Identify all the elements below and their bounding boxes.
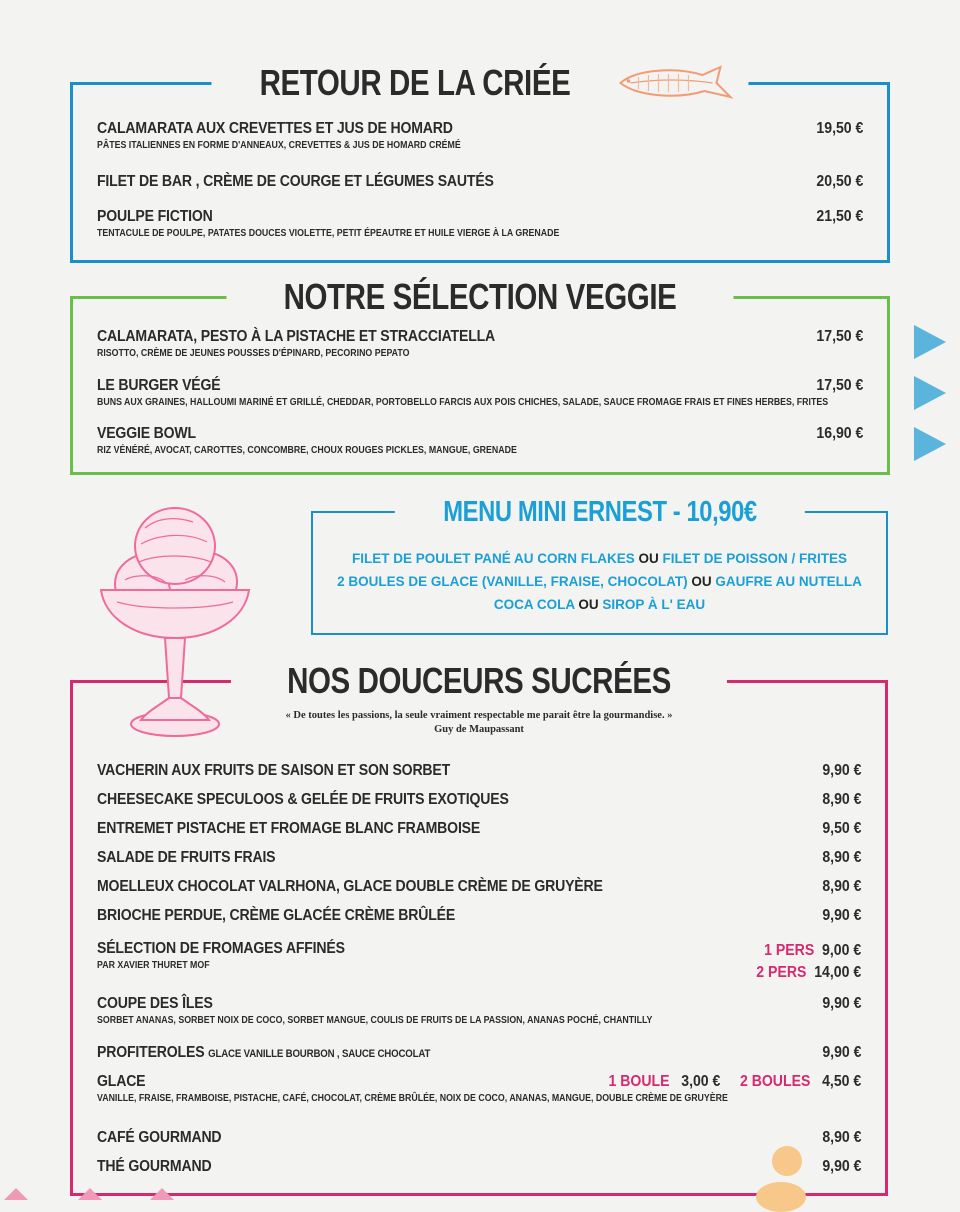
mini-line [313,570,886,593]
item-price: 9,90 € [821,907,861,924]
item-desc: VANILLE, FRAISE, FRAMBOISE, PISTACHE, CAFÉ, CHOCOLAT, CRÈME BRÛLÉE, NOIX DE COCO, ANANAS, MANGUE, DOUBLE CRÈME DE GRUYÈRE [97,1093,728,1104]
criee-title-wrap [211,63,748,103]
item-name: SÉLECTION DE FROMAGES AFFINÉS [97,940,345,957]
item-price: 8,90 € [821,1129,861,1146]
item-desc: PÂTES ITALIENNES EN FORME D'ANNEAUX, CREVETTES & JUS DE HOMARD CRÉMÉ [97,140,461,151]
item-desc: RISOTTO, CRÈME DE JEUNES POUSSES D'ÉPINARD, PECORINO PEPATO [97,348,410,359]
mini-line [313,547,886,570]
mini-line-ou: OU [578,597,599,612]
veggie-item [97,377,863,408]
item-price: 21,50 € [816,208,863,225]
item-name-text: PROFITEROLES [97,1044,205,1061]
dessert-item [97,820,861,838]
ice-cream-sundae-icon [95,498,255,748]
item-desc: RIZ VÉNÉRÉ, AVOCAT, CAROTTES, CONCOMBRE, CHOUX ROUGES PICKLES, MANGUE, GRENADE [97,445,517,456]
decorative-dot [756,1182,806,1212]
item-name: THÉ GOURMAND [97,1158,212,1175]
item-price: 3,00 € [680,1073,721,1090]
item-price: 19,50 € [816,120,863,137]
mini-line-text: SIROP À L' EAU [602,597,706,612]
item-price: 9,90 € [821,762,861,779]
quote-author: Guy de Maupassant [434,724,524,735]
price-label: 1 BOULE [608,1073,670,1090]
item-name: CHEESECAKE SPECULOOS & GELÉE DE FRUITS EXOTIQUES [97,791,509,808]
mini-menu-section [311,495,888,635]
desserts-title: NOS DOUCEURS SUCRÉES [287,660,671,701]
criee-title: RETOUR DE LA CRIÉE [259,62,571,103]
mini-line [313,593,886,616]
dessert-item [97,762,861,780]
item-name: CALAMARATA AUX CREVETTES ET JUS DE HOMARD [97,120,453,137]
veggie-title-wrap [226,277,733,317]
item-desc: SORBET ANANAS, SORBET NOIX DE COCO, SORBET MANGUE, COULIS DE FRUITS DE LA PASSION, ANANAS POCHÉ, CHANTILLY [97,1015,653,1026]
decorative-triangle [150,1188,174,1200]
glace-prices [608,1073,861,1091]
mini-line-text: 2 BOULES DE GLACE (VANILLE, FRAISE, CHOCOLAT) [337,574,688,589]
dessert-item [97,1158,861,1176]
dessert-item-glace [97,1073,861,1104]
mini-lines [313,547,886,616]
price-row [756,962,861,984]
mini-line-ou: OU [691,574,712,589]
dessert-item [97,849,861,867]
triangle-icon [914,427,946,461]
item-name: BRIOCHE PERDUE, CRÈME GLACÉE CRÈME BRÛLÉE [97,907,456,924]
item-price: 4,50 € [821,1073,861,1090]
desserts-title-wrap [231,661,727,701]
decorative-triangle [4,1188,28,1200]
item-price: 8,90 € [821,878,861,895]
veggie-item [97,328,863,359]
desserts-section [70,660,888,1196]
criee-item [97,208,863,239]
item-name: COUPE DES ÎLES [97,995,213,1012]
mini-title: MENU MINI ERNEST - 10,90€ [442,495,757,528]
item-price: 9,90 € [821,995,861,1012]
item-name: CALAMARATA, PESTO À LA PISTACHE ET STRACCIATELLA [97,328,496,345]
dessert-item-fromages [97,940,861,981]
item-name: GLACE [97,1073,146,1090]
dessert-item [97,878,861,896]
item-price: 9,50 € [821,820,861,837]
price-label: 2 PERS [756,964,807,981]
decorative-dot [772,1146,802,1176]
item-price: 16,90 € [816,425,863,442]
item-desc: TENTACULE DE POULPE, PATATES DOUCES VIOLETTE, PETIT ÉPEAUTRE ET HUILE VIERGE À LA GRENADE [97,228,560,239]
criee-item [97,173,863,191]
item-price: 9,00 € [821,942,861,959]
item-price: 8,90 € [821,849,861,866]
item-price: 14,00 € [814,964,861,981]
item-price: 9,90 € [821,1044,861,1061]
item-name: ENTREMET PISTACHE ET FROMAGE BLANC FRAMBOISE [97,820,481,837]
fromages-prices [756,940,861,984]
item-name: VACHERIN AUX FRUITS DE SAISON ET SON SORBET [97,762,451,779]
mini-line-text: GAUFRE AU NUTELLA [715,574,862,589]
item-name: CAFÉ GOURMAND [97,1129,222,1146]
item-name: FILET DE BAR , CRÈME DE COURGE ET LÉGUMES SAUTÉS [97,173,494,190]
veggie-section [70,276,890,475]
fish-icon [617,63,735,103]
item-desc: BUNS AUX GRAINES, HALLOUMI MARINÉ ET GRILLÉ, CHEDDAR, PORTOBELLO FARCIS AUX POIS CHICHES, SALADE, SAUCE FROMAGE FRAIS ET FINES HERBES, FRITES [97,397,829,408]
dessert-item [97,791,861,809]
item-name: LE BURGER VÉGÉ [97,377,221,394]
triangle-icon [914,325,946,359]
item-price: 8,90 € [821,791,861,808]
item-name: POULPE FICTION [97,208,213,225]
mini-line-text: FILET DE POULET PANÉ AU CORN FLAKES [351,551,635,566]
quote: « De toutes les passions, la seule vraiment respectable me parait être la gourmandise. » [285,710,673,721]
price-row [756,940,861,962]
item-price: 9,90 € [821,1158,861,1175]
item-desc-inline: GLACE VANILLE BOURBON , SAUCE CHOCOLAT [208,1048,431,1060]
price-label: 1 PERS [763,942,815,959]
veggie-item [97,425,863,456]
dessert-item-profiteroles [97,1044,861,1062]
dessert-item-coupe [97,995,861,1026]
price-label: 2 BOULES [739,1073,811,1090]
mini-title-wrap [394,496,804,528]
item-name: VEGGIE BOWL [97,425,196,442]
veggie-title: NOTRE SÉLECTION VEGGIE [283,276,677,317]
criee-section [70,62,890,263]
item-name: SALADE DE FRUITS FRAIS [97,849,276,866]
item-name [97,1044,430,1062]
triangle-icon [914,376,946,410]
dessert-item [97,1129,861,1147]
item-price: 17,50 € [816,377,863,394]
item-name: MOELLEUX CHOCOLAT VALRHONA, GLACE DOUBLE CRÈME DE GRUYÈRE [97,878,603,895]
mini-line-text: COCA COLA [493,597,575,612]
mini-line-ou: OU [638,551,659,566]
criee-item [97,120,863,151]
item-price: 20,50 € [816,173,863,190]
item-price: 17,50 € [816,328,863,345]
item-desc: PAR XAVIER THURET MOF [97,960,210,971]
dessert-item [97,907,861,925]
mini-line-text: FILET DE POISSON / FRITES [662,551,848,566]
decorative-triangle [78,1188,102,1200]
